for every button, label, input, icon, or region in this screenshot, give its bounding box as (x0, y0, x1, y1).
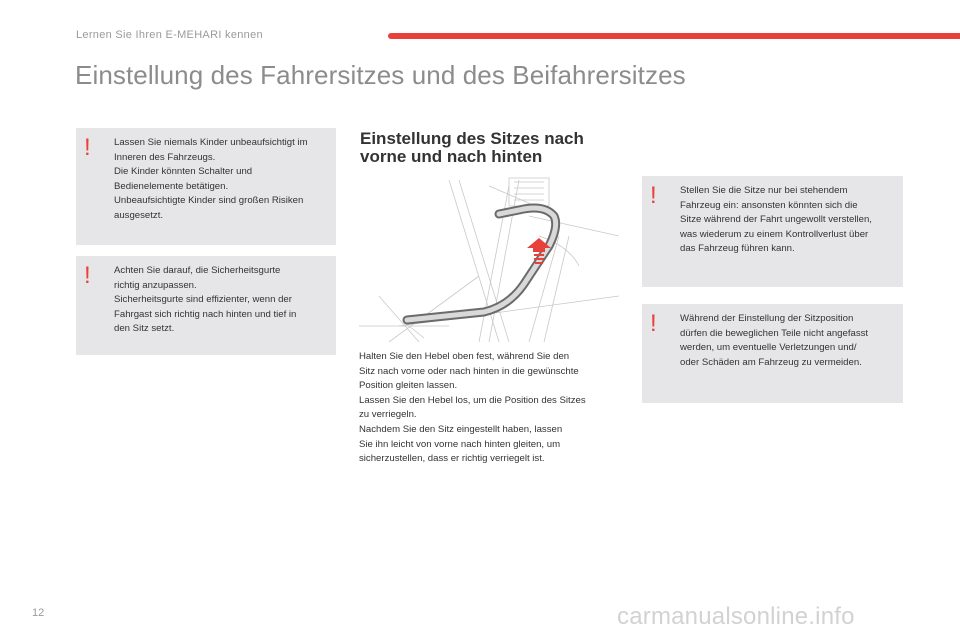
section-heading-line: vorne und nach hinten (360, 147, 543, 166)
warning-text (680, 312, 895, 370)
body-line: Sitz nach vorne oder nach hinten in die gewünschte (359, 365, 579, 377)
warning-line: Inneren des Fahrzeugs. (114, 151, 216, 163)
warning-line: Sitze während der Fahrt ungewollt verstellen, (680, 214, 872, 226)
header-section-label: Lernen Sie Ihren E-MEHARI kennen (76, 29, 263, 41)
body-line: Halten Sie den Hebel oben fest, während Sie den (359, 351, 570, 362)
exclamation-icon: ! (84, 134, 91, 161)
warning-line: Lassen Sie niemals Kinder unbeaufsichtigt im (114, 137, 308, 148)
warning-line: Fahrzeug ein: ansonsten könnten sich die (680, 199, 858, 211)
warning-line: werden, um eventuelle Verletzungen und/ (680, 342, 857, 354)
warning-line: Fahrgast sich richtig nach hinten und tief in (114, 308, 297, 320)
warning-line: dürfen die beweglichen Teile nicht angefasst (680, 327, 869, 339)
warning-line: Die Kinder könnten Schalter und (114, 166, 253, 178)
warning-line: Sicherheitsgurte sind effizienter, wenn der (114, 294, 292, 306)
warning-box-stationary (642, 176, 903, 287)
warning-line: den Sitz setzt. (114, 323, 175, 335)
warning-line: was wiederum zu einem Kontrollverlust über (680, 228, 869, 240)
body-line: Sie ihn leicht von vorne nach hinten gleiten, um (359, 438, 561, 450)
body-line: zu verriegeln. (359, 409, 417, 421)
warning-text (114, 264, 328, 337)
page-number: 12 (32, 607, 45, 619)
warning-text (114, 136, 328, 224)
warning-text (680, 184, 895, 257)
exclamation-icon: ! (650, 182, 657, 209)
warning-line: Stellen Sie die Sitze nur bei stehendem (680, 185, 848, 196)
exclamation-icon: ! (84, 262, 91, 289)
warning-line: Unbeaufsichtigte Kinder sind großen Risiken (114, 195, 304, 207)
warning-line: Achten Sie darauf, die Sicherheitsgurte (114, 265, 281, 276)
section-heading-line: Einstellung des Sitzes nach (360, 129, 584, 148)
body-line: Position gleiten lassen. (359, 380, 458, 392)
warning-line: das Fahrzeug führen kann. (680, 243, 795, 255)
warning-box-moving-parts (642, 304, 903, 403)
warning-line: oder Schäden am Fahrzeug zu vermeiden. (680, 356, 862, 368)
warning-box-children (76, 128, 336, 245)
section-body-text (359, 350, 586, 467)
section-heading (360, 130, 584, 166)
warning-line: Bedienelemente betätigen. (114, 180, 229, 192)
warning-box-seatbelts (76, 256, 336, 355)
seat-lever-illustration (359, 176, 619, 342)
exclamation-icon: ! (650, 310, 657, 337)
watermark: carmanualsonline.info (617, 603, 855, 630)
body-line: Lassen Sie den Hebel los, um die Position des Sitzes (359, 394, 586, 406)
page-title: Einstellung des Fahrersitzes und des Beifahrersitzes (75, 60, 686, 90)
warning-line: richtig anzupassen. (114, 279, 197, 291)
header-accent-bar (388, 33, 960, 39)
warning-line: Während der Einstellung der Sitzposition (680, 313, 854, 324)
warning-line: ausgesetzt. (114, 209, 164, 221)
body-line: Nachdem Sie den Sitz eingestellt haben, lassen (359, 423, 563, 435)
body-line: sicherzustellen, dass er richtig verriegelt ist. (359, 453, 545, 465)
